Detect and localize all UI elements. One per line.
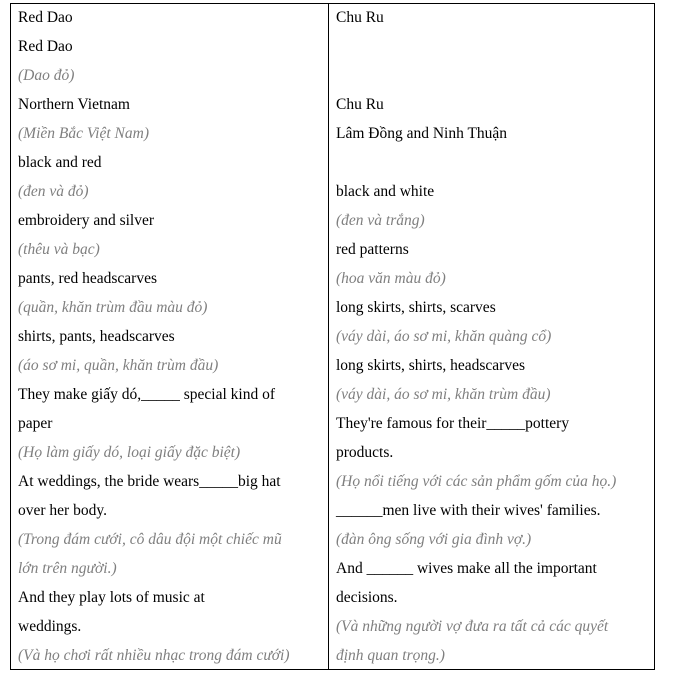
text-line: And ______ wives make all the important (336, 560, 597, 577)
text-line: decisions. (336, 589, 398, 606)
translation-line: (Miền Bắc Việt Nam) (18, 125, 149, 142)
translation-line: (hoa văn màu đỏ) (336, 270, 446, 287)
comparison-table (10, 3, 655, 670)
text-line: shirts, pants, headscarves (18, 328, 175, 345)
text-line: black and red (18, 154, 102, 171)
translation-line: (Và những người vợ đưa ra tất cả các quyết (336, 618, 609, 635)
text-line: Northern Vietnam (18, 96, 130, 113)
translation-line: (Và họ chơi rất nhiều nhạc trong đám cưới) (18, 647, 290, 664)
text-line: long skirts, shirts, headscarves (336, 357, 525, 374)
text-line: Red Dao (18, 38, 73, 55)
text-line: Chu Ru (336, 96, 384, 113)
text-line: Chu Ru (336, 9, 384, 26)
translation-line: (Dao đỏ) (18, 67, 75, 84)
text-line: They're famous for their_____pottery (336, 415, 570, 432)
translation-line: (đen và trắng) (336, 212, 425, 229)
text-line: over her body. (18, 502, 107, 519)
text-line: paper (18, 415, 53, 432)
text-line: products. (336, 444, 394, 461)
translation-line: (quần, khăn trùm đầu màu đỏ) (18, 299, 208, 316)
translation-line: (áo sơ mi, quần, khăn trùm đầu) (18, 357, 219, 374)
translation-line: (Họ làm giấy dó, loại giấy đặc biệt) (18, 444, 241, 461)
text-line: Lâm Đồng and Ninh Thuận (336, 125, 508, 142)
text-line: At weddings, the bride wears_____big hat (18, 473, 281, 490)
translation-line: (váy dài, áo sơ mi, khăn trùm đầu) (336, 386, 551, 403)
text-line: weddings. (18, 618, 82, 635)
translation-line: (váy dài, áo sơ mi, khăn quàng cổ) (336, 328, 552, 345)
text-line: Red Dao (18, 9, 73, 26)
translation-line: (thêu và bạc) (18, 241, 100, 258)
translation-line: (Họ nổi tiếng với các sản phẩm gốm của họ.) (336, 473, 617, 490)
translation-line: (đàn ông sống với gia đình vợ.) (336, 531, 532, 548)
text-line: ______men live with their wives' families. (336, 502, 601, 519)
column-divider (328, 4, 329, 669)
translation-line: (đen và đỏ) (18, 183, 89, 200)
translation-line: (Trong đám cưới, cô dâu đội một chiếc mũ (18, 531, 282, 548)
text-line: And they play lots of music at (18, 589, 205, 606)
text-line: red patterns (336, 241, 409, 258)
text-line: embroidery and silver (18, 212, 155, 229)
text-line: long skirts, shirts, scarves (336, 299, 496, 316)
text-line: pants, red headscarves (18, 270, 158, 287)
text-line: black and white (336, 183, 435, 200)
translation-line: định quan trọng.) (336, 647, 445, 664)
text-line: They make giấy dó,_____ special kind of (18, 386, 275, 403)
translation-line: lớn trên người.) (18, 560, 117, 577)
